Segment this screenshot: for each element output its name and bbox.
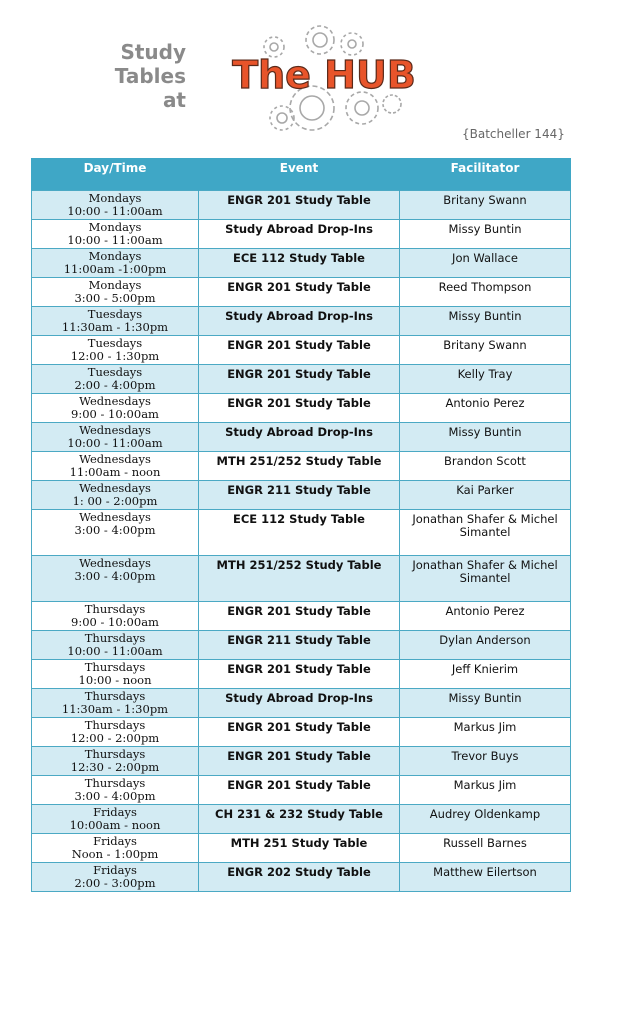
table-row <box>32 805 571 834</box>
cell-event: ENGR 211 Study Table <box>199 631 400 660</box>
logo-text: The HUB <box>232 53 416 97</box>
table-row <box>32 863 571 892</box>
hub-logo <box>222 22 427 137</box>
time-text: 10:00 - 11:00am <box>67 204 163 218</box>
cell-facilitator: Antonio Perez <box>400 602 571 631</box>
day-text: Wednesdays <box>79 423 151 437</box>
table-row <box>32 481 571 510</box>
cell-daytime <box>32 510 199 556</box>
table-row <box>32 776 571 805</box>
table-row <box>32 747 571 776</box>
time-text: 3:00 - 5:00pm <box>74 291 156 305</box>
table-row <box>32 631 571 660</box>
cell-event: Study Abroad Drop-Ins <box>199 423 400 452</box>
cell-daytime <box>32 191 199 220</box>
column-header-event: Event <box>199 158 400 191</box>
cell-event: ECE 112 Study Table <box>199 249 400 278</box>
time-text: 11:00am - noon <box>69 465 161 479</box>
cell-facilitator: Kelly Tray <box>400 365 571 394</box>
time-text: 3:00 - 4:00pm <box>74 569 156 583</box>
cell-event: ENGR 201 Study Table <box>199 394 400 423</box>
title-line: Study <box>120 40 186 64</box>
time-text: 10:00 - 11:00am <box>67 436 163 450</box>
cell-facilitator: Missy Buntin <box>400 220 571 249</box>
cell-daytime <box>32 249 199 278</box>
day-text: Tuesdays <box>87 365 143 379</box>
cell-event: Study Abroad Drop-Ins <box>199 307 400 336</box>
cell-daytime <box>32 834 199 863</box>
cell-facilitator: Markus Jim <box>400 776 571 805</box>
day-text: Thursdays <box>84 747 146 761</box>
cell-event: ENGR 201 Study Table <box>199 747 400 776</box>
page-title <box>96 40 186 112</box>
day-text: Wednesdays <box>79 481 151 495</box>
table-row <box>32 278 571 307</box>
day-text: Fridays <box>93 834 137 848</box>
table-row <box>32 423 571 452</box>
cell-facilitator: Britany Swann <box>400 336 571 365</box>
day-text: Thursdays <box>84 776 146 790</box>
table-row <box>32 220 571 249</box>
table-row <box>32 336 571 365</box>
cell-facilitator: Russell Barnes <box>400 834 571 863</box>
cell-event: MTH 251 Study Table <box>199 834 400 863</box>
day-text: Thursdays <box>84 718 146 732</box>
cell-facilitator: Missy Buntin <box>400 307 571 336</box>
column-header-daytime: Day/Time <box>32 158 199 191</box>
cell-daytime <box>32 776 199 805</box>
time-text: 11:30am - 1:30pm <box>61 702 169 716</box>
time-text: 3:00 - 4:00pm <box>74 789 156 803</box>
table-row <box>32 394 571 423</box>
day-text: Wednesdays <box>79 510 151 524</box>
day-text: Thursdays <box>84 602 146 616</box>
cell-event: Study Abroad Drop-Ins <box>199 689 400 718</box>
time-text: 11:00am -1:00pm <box>63 262 167 276</box>
cell-daytime <box>32 718 199 747</box>
cell-daytime <box>32 689 199 718</box>
day-text: Mondays <box>88 278 142 292</box>
table-header-row <box>32 158 571 191</box>
cell-facilitator: Missy Buntin <box>400 423 571 452</box>
cell-event: Study Abroad Drop-Ins <box>199 220 400 249</box>
time-text: 1: 00 - 2:00pm <box>72 494 158 508</box>
cell-facilitator: Matthew Eilertson <box>400 863 571 892</box>
cell-event: ENGR 211 Study Table <box>199 481 400 510</box>
cell-daytime <box>32 805 199 834</box>
cell-daytime <box>32 863 199 892</box>
table-row <box>32 689 571 718</box>
cell-event: ENGR 202 Study Table <box>199 863 400 892</box>
time-text: 10:00am - noon <box>69 818 161 832</box>
day-text: Mondays <box>88 191 142 205</box>
time-text: Noon - 1:00pm <box>71 847 159 861</box>
cell-event: ECE 112 Study Table <box>199 510 400 556</box>
day-text: Fridays <box>93 805 137 819</box>
time-text: 2:00 - 4:00pm <box>74 378 156 392</box>
column-header-facilitator: Facilitator <box>400 158 571 191</box>
cell-event: ENGR 201 Study Table <box>199 660 400 689</box>
table-row <box>32 834 571 863</box>
time-text: 10:00 - 11:00am <box>67 233 163 247</box>
cell-daytime <box>32 365 199 394</box>
time-text: 9:00 - 10:00am <box>71 407 159 421</box>
time-text: 10:00 - noon <box>78 673 152 687</box>
cell-facilitator: Reed Thompson <box>400 278 571 307</box>
cell-facilitator: Brandon Scott <box>400 452 571 481</box>
cell-daytime <box>32 307 199 336</box>
cell-daytime <box>32 278 199 307</box>
schedule-table <box>31 158 571 892</box>
day-text: Mondays <box>88 220 142 234</box>
day-text: Fridays <box>93 863 137 877</box>
cell-daytime <box>32 747 199 776</box>
cell-facilitator: Kai Parker <box>400 481 571 510</box>
day-text: Thursdays <box>84 631 146 645</box>
time-text: 12:00 - 2:00pm <box>70 731 160 745</box>
cell-event: ENGR 201 Study Table <box>199 776 400 805</box>
time-text: 11:30am - 1:30pm <box>61 320 169 334</box>
table-row <box>32 452 571 481</box>
title-line: Tables <box>114 64 186 88</box>
table-row <box>32 660 571 689</box>
cell-facilitator: Dylan Anderson <box>400 631 571 660</box>
cell-event: CH 231 & 232 Study Table <box>199 805 400 834</box>
cell-facilitator: Antonio Perez <box>400 394 571 423</box>
cell-facilitator: Missy Buntin <box>400 689 571 718</box>
day-text: Tuesdays <box>87 336 143 350</box>
cell-daytime <box>32 602 199 631</box>
cell-event: ENGR 201 Study Table <box>199 278 400 307</box>
cell-daytime <box>32 220 199 249</box>
location-label: {Batcheller 144} <box>462 127 565 141</box>
cell-daytime <box>32 423 199 452</box>
time-text: 10:00 - 11:00am <box>67 644 163 658</box>
time-text: 12:00 - 1:30pm <box>70 349 160 363</box>
table-row <box>32 191 571 220</box>
cell-facilitator: Britany Swann <box>400 191 571 220</box>
cell-facilitator: Jon Wallace <box>400 249 571 278</box>
cell-event: ENGR 201 Study Table <box>199 191 400 220</box>
cell-event: MTH 251/252 Study Table <box>199 556 400 602</box>
cell-daytime <box>32 660 199 689</box>
cell-daytime <box>32 336 199 365</box>
cell-daytime <box>32 556 199 602</box>
cell-event: MTH 251/252 Study Table <box>199 452 400 481</box>
time-text: 3:00 - 4:00pm <box>74 523 156 537</box>
cell-event: ENGR 201 Study Table <box>199 602 400 631</box>
table-row <box>32 602 571 631</box>
day-text: Wednesdays <box>79 452 151 466</box>
table-row <box>32 249 571 278</box>
cell-daytime <box>32 394 199 423</box>
cell-daytime <box>32 452 199 481</box>
cell-facilitator: Jonathan Shafer & Michel Simantel <box>400 556 571 602</box>
cell-facilitator: Markus Jim <box>400 718 571 747</box>
cell-facilitator: Trevor Buys <box>400 747 571 776</box>
table-row <box>32 510 571 556</box>
table-row <box>32 307 571 336</box>
day-text: Thursdays <box>84 689 146 703</box>
cell-facilitator: Audrey Oldenkamp <box>400 805 571 834</box>
day-text: Tuesdays <box>87 307 143 321</box>
cell-facilitator: Jeff Knierim <box>400 660 571 689</box>
cell-event: ENGR 201 Study Table <box>199 365 400 394</box>
table-row <box>32 365 571 394</box>
time-text: 12:30 - 2:00pm <box>70 760 160 774</box>
title-line: at <box>162 88 186 112</box>
time-text: 2:00 - 3:00pm <box>74 876 156 890</box>
time-text: 9:00 - 10:00am <box>71 615 159 629</box>
day-text: Mondays <box>88 249 142 263</box>
cell-event: ENGR 201 Study Table <box>199 336 400 365</box>
day-text: Wednesdays <box>79 394 151 408</box>
cell-daytime <box>32 481 199 510</box>
cell-daytime <box>32 631 199 660</box>
day-text: Thursdays <box>84 660 146 674</box>
cell-event: ENGR 201 Study Table <box>199 718 400 747</box>
table-row <box>32 718 571 747</box>
table-row <box>32 556 571 602</box>
day-text: Wednesdays <box>79 556 151 570</box>
cell-facilitator: Jonathan Shafer & Michel Simantel <box>400 510 571 556</box>
